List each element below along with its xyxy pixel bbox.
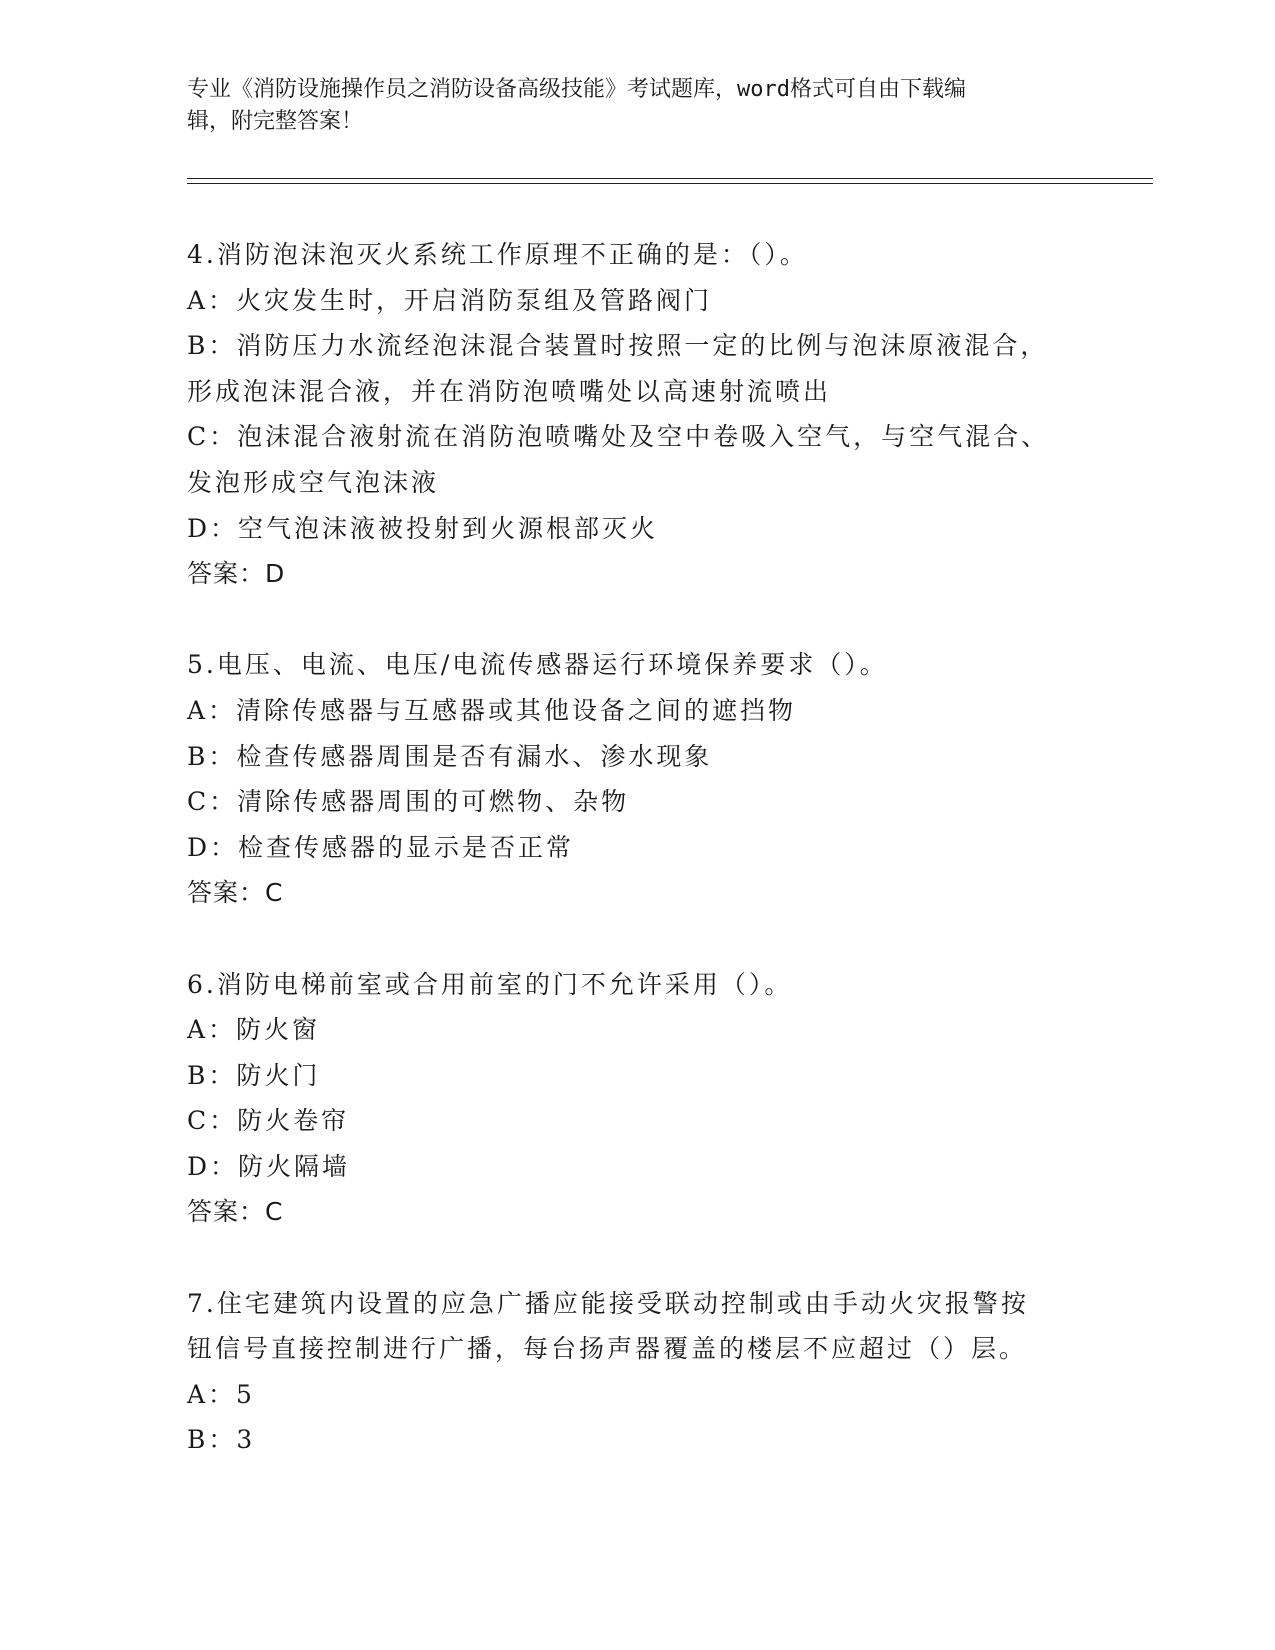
question-spacer [187,597,1087,643]
correct-answer: 答案：D [187,559,286,589]
question-block [187,1281,1087,1463]
answer-option: C：泡沫混合液射流在消防泡喷嘴处及空中卷吸入空气，与空气混合、 [187,422,1050,452]
header-line-2: 辑，附完整答案！ [187,109,364,134]
answer-option: D：检查传感器的显示是否正常 [187,832,575,862]
question-stem: 钮信号直接控制进行广播，每台扬声器覆盖的楼层不应超过（）层。 [187,1334,1028,1364]
question-block [187,232,1087,597]
question-block [187,642,1087,916]
answer-option: 形成泡沫混合液，并在消防泡喷嘴处以高速射流喷出 [187,376,832,406]
question-spacer [187,916,1087,962]
correct-answer: 答案：C [187,1197,284,1227]
answer-option: 发泡形成空气泡沫液 [187,467,440,497]
answer-option: B：3 [187,1425,256,1455]
question-stem: 5.电压、电流、电压/电流传感器运行环境保养要求（）。 [187,650,888,680]
answer-option: A：清除传感器与互感器或其他设备之间的遮挡物 [187,695,797,725]
question-list [187,232,1087,1463]
answer-option: A：防火窗 [187,1015,321,1045]
answer-option: B：检查传感器周围是否有漏水、渗水现象 [187,741,713,771]
correct-answer: 答案：C [187,878,284,908]
answer-option: D：防火隔墙 [187,1151,351,1181]
header-line-1: 专业《消防设施操作员之消防设备高级技能》考试题库，word格式可自由下载编 [187,77,966,102]
header-divider-bottom [187,183,1153,184]
answer-option: A：5 [187,1379,255,1409]
header-divider-top [187,178,1153,179]
question-stem: 4.消防泡沫泡灭火系统工作原理不正确的是：（）。 [187,240,808,269]
question-stem: 6.消防电梯前室或合用前室的门不允许采用（）。 [187,969,793,999]
answer-option: B：防火门 [187,1060,321,1090]
answer-option: C：防火卷帘 [187,1106,350,1136]
answer-option: B：消防压力水流经泡沫混合装置时按照一定的比例与泡沫原液混合， [187,331,1049,361]
question-spacer [187,1235,1087,1281]
document-header [187,74,1067,138]
question-stem: 7.住宅建筑内设置的应急广播应能接受联动控制或由手动火灾报警按 [187,1288,1029,1318]
answer-option: A：火灾发生时，开启消防泵组及管路阀门 [187,285,713,315]
answer-option: D：空气泡沫液被投射到火源根部灭火 [187,513,659,543]
question-block [187,962,1087,1236]
answer-option: C：清除传感器周围的可燃物、杂物 [187,787,630,817]
